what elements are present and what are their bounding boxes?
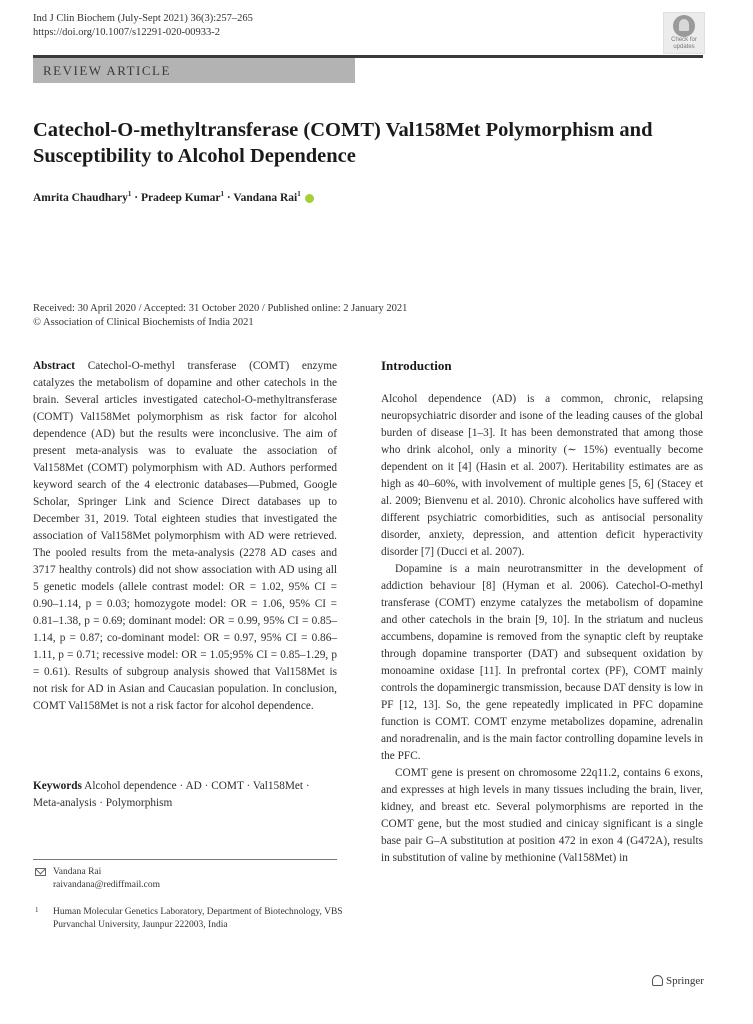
doi-link[interactable]: https://doi.org/10.1007/s12291-020-00933-2 (33, 27, 221, 38)
journal-header (33, 12, 253, 40)
orcid-icon[interactable] (305, 194, 314, 203)
article-title: Catechol-O-methyltransferase (COMT) Val158Met Polymorphism and Susceptibility to Alcohol Dependence (33, 119, 653, 167)
author-name[interactable]: Amrita Chaudhary (33, 191, 128, 204)
check-updates-label: Check for updates (671, 37, 697, 50)
contact-email[interactable]: raivandana@rediffmail.com (53, 880, 160, 890)
author-name[interactable]: Vandana Rai (233, 191, 298, 204)
copyright-line: © Association of Clinical Biochemists of India 2021 (33, 317, 254, 328)
introduction-body (381, 391, 703, 867)
author-list (33, 190, 314, 204)
envelope-icon (35, 868, 46, 876)
introduction-heading: Introduction (381, 358, 452, 373)
abstract-section (33, 358, 337, 715)
publication-history (33, 302, 407, 330)
intro-paragraph: COMT gene is present on chromosome 22q11.2, contains 6 exons, and expresses at high levels in many tissues including the brain, liver, kidney, and breast etc. Several polymorphisms are reported in the COMT gene, but the most studied and cinicay significant is a single base pair G–A substitution at position 472 in exon 4 (G472A), results in substitution of valine by methionine (Val158Met) in (381, 767, 703, 864)
journal-citation: Ind J Clin Biochem (July-Sept 2021) 36(3):257–265 (33, 13, 253, 24)
check-for-updates-button[interactable] (663, 12, 705, 54)
abstract-text: Catechol-O-methyl transferase (COMT) enzyme catalyzes the metabolism of dopamine and other catechols in the brain. Several articles investigated catechol-O-methyltransferase (COMT) Val158Met polymorphism as risk factor for alcohol dependence (AD) but the results were inconclusive. The aim of present meta-analysis was to evaluate the association of Val158Met (COMT) polymorphism with AD. Authors performed keyword search of the 4 electronic databases—Pubmed, Google Scholar, Springer Link and Science Direct databases up to December 31, 2019. Total eighteen studies that investigated the association of Val158Met polymorphism with AD were retrieved. The pooled results from the meta-analysis (2278 AD cases and 3717 healthy controls) did not show association with AD using all 5 genetic models (allele contrast model: OR = 1.02, 95% CI = 0.90–1.14, p = 0.03; homozygote model: OR = 1.06, 95% CI = 0.81–1.38, p = 0.69; dominant model: OR = 0.99, 95% CI = 0.85–1.14, p = 0.87; co-dominant model: OR = 0.97, 95% CI = 0.86–1.11, p = 0.71; recessive model: OR = 1.05;95% CI = 0.85–1.29, p = 0.61). Results of subgroup analysis showed that Val158Met is not risk for AD in Asian and Caucasian population. In conclusion, COMT Val158Met is not a risk factor for alcohol dependence. (33, 360, 337, 712)
author-separator: · (131, 191, 141, 204)
affil-marker: 1 (297, 190, 301, 198)
affil-marker: 1 (127, 190, 132, 198)
article-type-band (33, 58, 355, 83)
corresponding-author (33, 866, 160, 892)
footnote-divider (33, 859, 337, 860)
keywords-text: Alcohol dependence · AD · COMT · Val158Met · Meta-analysis · Polymorphism (33, 780, 310, 809)
dates-line: Received: 30 April 2020 / Accepted: 31 October 2020 / Published online: 2 January 2021 (33, 303, 408, 314)
publisher-name: Springer (666, 975, 704, 987)
article-type-label: REVIEW ARTICLE (43, 63, 171, 78)
affil-number: 1 (35, 906, 39, 914)
publisher-logo (652, 975, 704, 987)
author-separator: · (224, 191, 234, 204)
abstract-label: Abstract (33, 360, 76, 372)
intro-paragraph: Dopamine is a main neurotransmitter in the development of addiction behaviour [8] (Hyman et al. 2006). Catechol-O-methyl transferase (COMT) enzyme catalyzes the metabolism of dopamine and other catechols in the brain [9, 10]. In the striatum and nucleus accumbens, dopamine is removed from the synaptic cleft by reuptake through dopamine transporter (DAT) and subsequent oxidation by monoamine oxidase [11]. In prefrontal cortex (PF), COMT mainly controls the dopaminergic transmission, because DAT density is low in PF [12, 13]. So, the gene repeatedly implicated in PFC dopamine function is COMT. COMT enzyme metabolizes dopamine, adrenalin and noradrenalin, and is the main factor controlling dopamine levels in the PFC. (381, 563, 703, 762)
springer-horse-icon (652, 975, 663, 986)
author-name[interactable]: Pradeep Kumar (140, 191, 221, 204)
check-updates-icon (673, 15, 695, 37)
keywords-section (33, 778, 337, 812)
affil-marker: 1 (220, 190, 225, 198)
affiliation (33, 906, 353, 932)
affil-text: Human Molecular Genetics Laboratory, Department of Biotechnology, VBS Purvanchal University, Jaunpur 222003, India (53, 907, 343, 930)
intro-paragraph: Alcohol dependence (AD) is a common, chronic, relapsing neuropsychiatric disorder and isone of the leading causes of the global burden of disease [1–3]. It has been demonstrated that among those who drink alcohol, only a minority (∼ 15%) eventually become dependent on it [4] (Hasin et al. 2007). Heritability estimates are as high as 40–60%, with involvement of multiple genes [5, 6] (Stacey et al. 2009; Bienvenu et al. 2010). Chronic alcoholics have suffered with different psychiatric comorbidities, such as antisocial personality disorder, anxiety, depression, and attention deficit hyperactivity disorder [7] (Ducci et al. 2007). (381, 393, 703, 558)
keywords-label: Keywords (33, 780, 82, 792)
contact-name: Vandana Rai (53, 867, 102, 877)
